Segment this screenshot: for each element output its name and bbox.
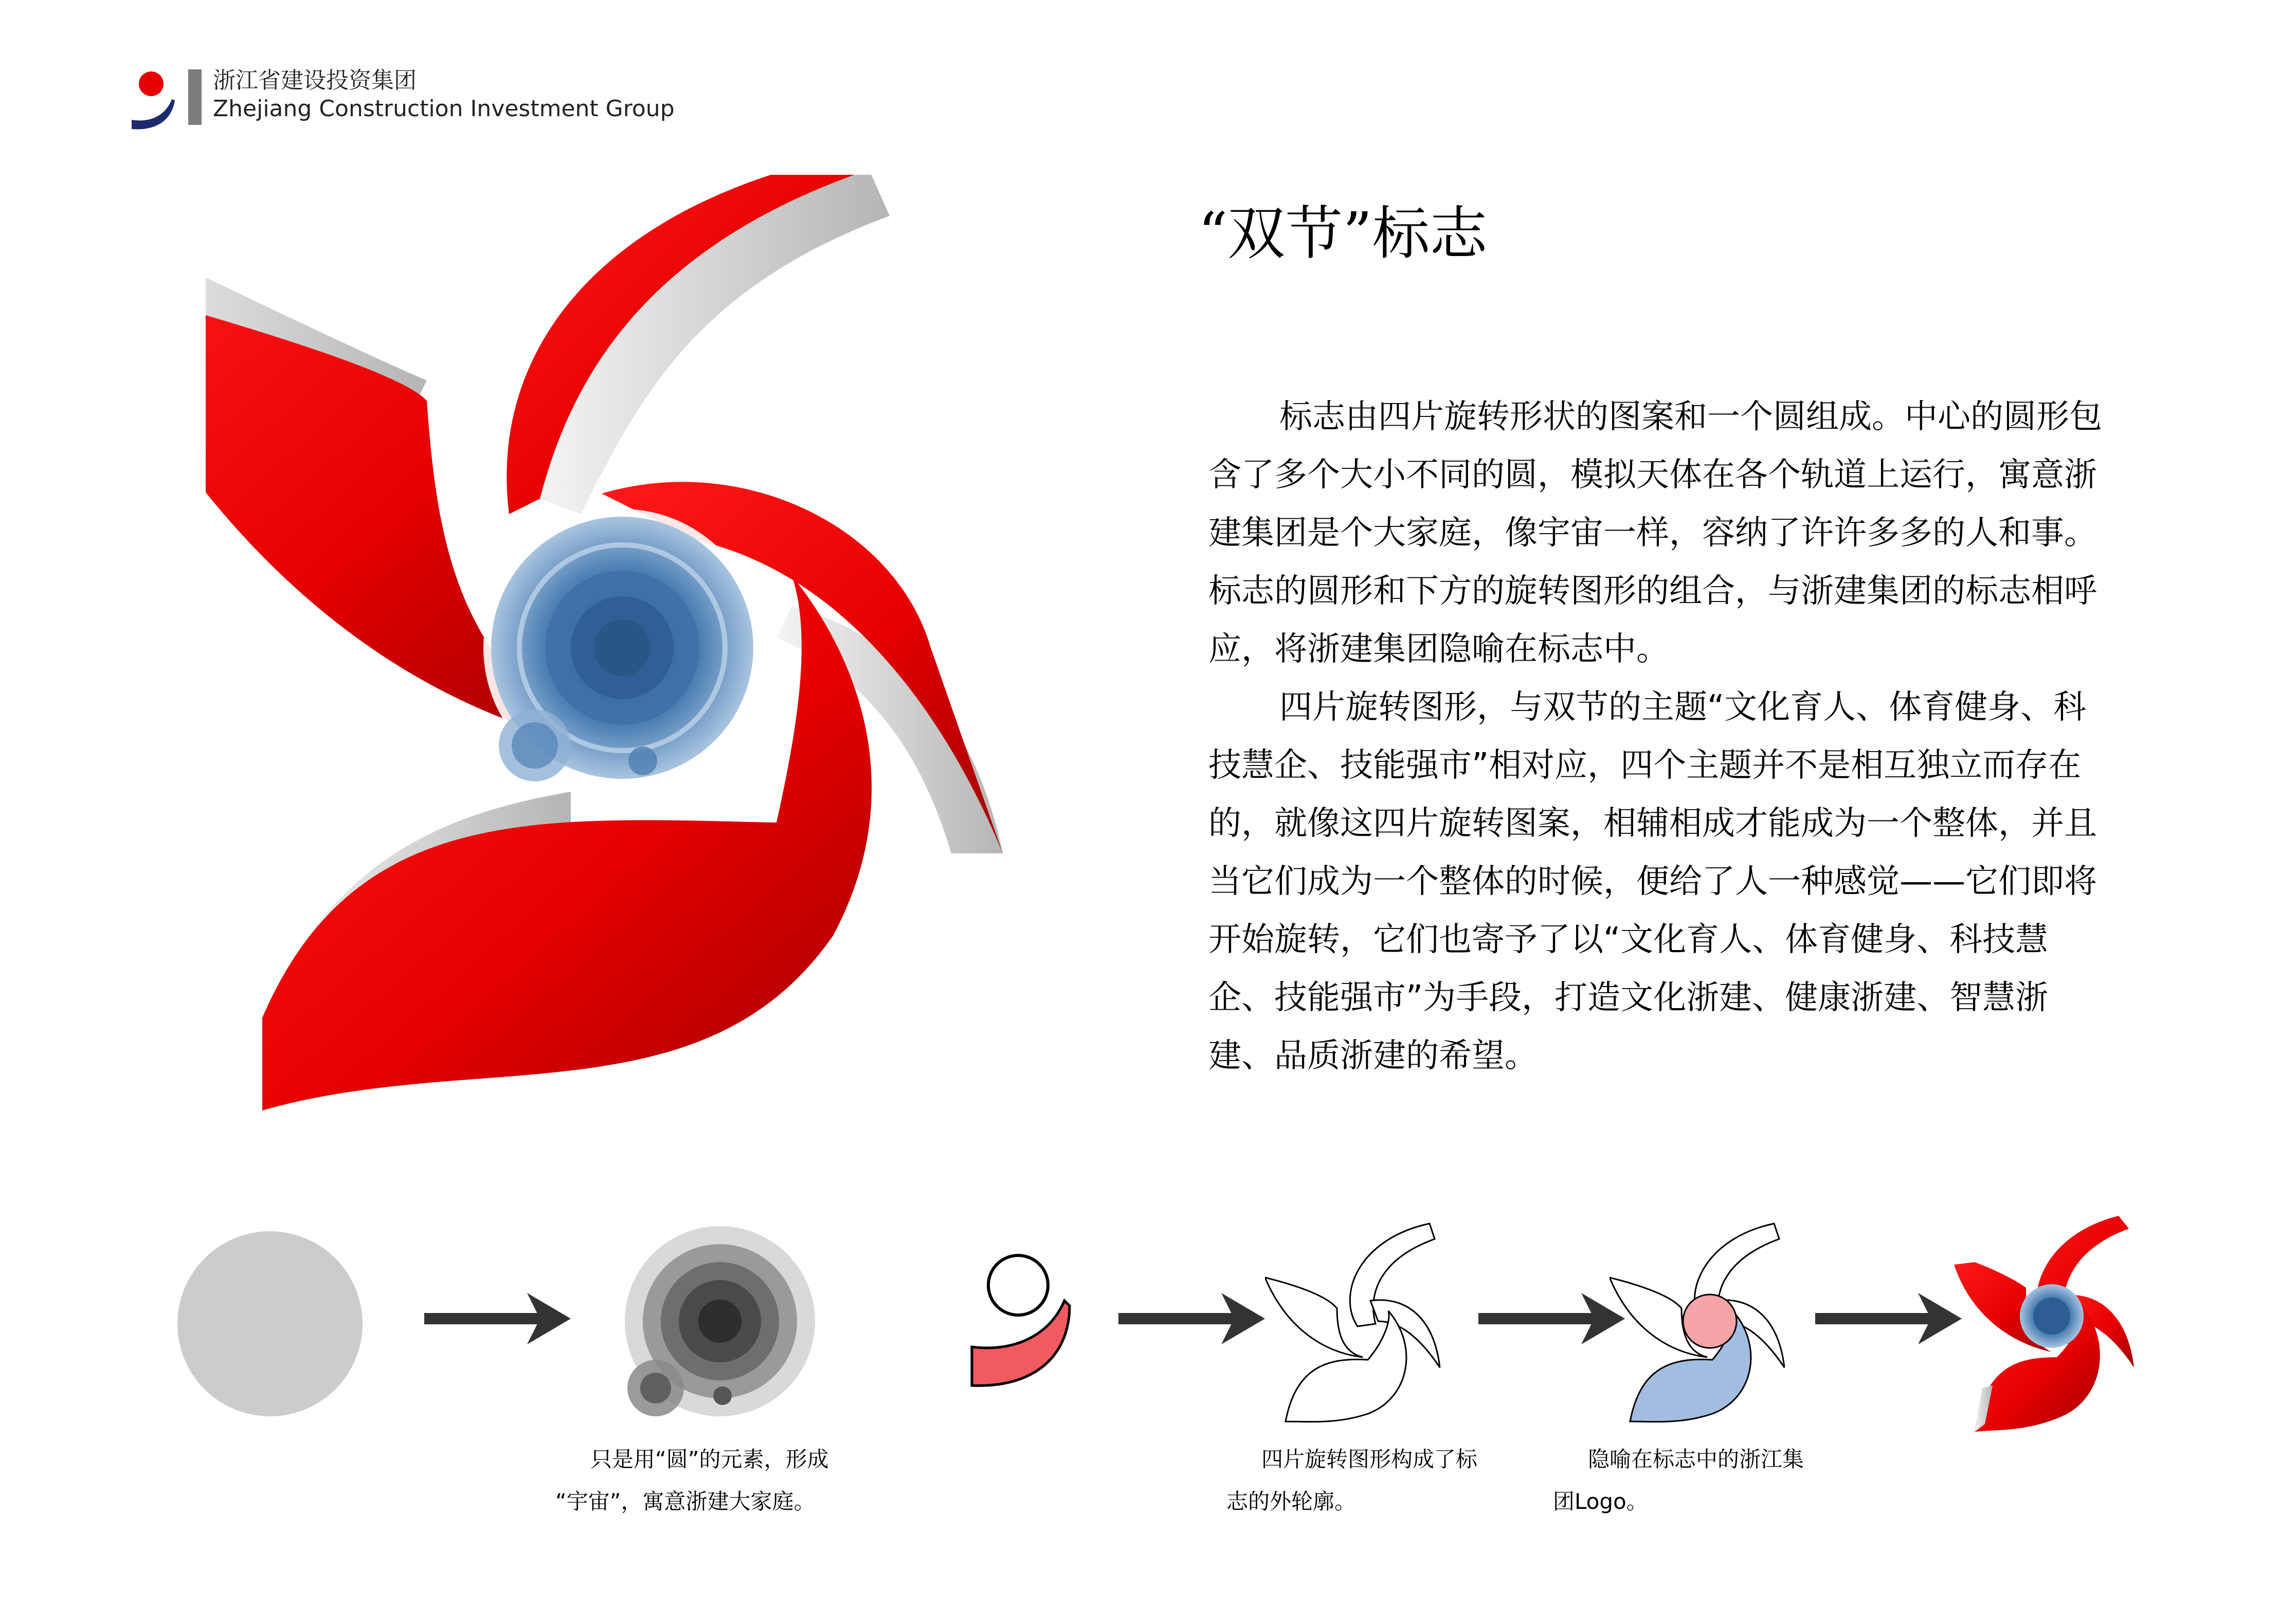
main-emblem: [206, 175, 1039, 1141]
arrow-right-icon: [1118, 1290, 1268, 1347]
logo-red-dot: [139, 71, 164, 96]
blade-top: [507, 175, 890, 514]
step-blade-outline: [1265, 1218, 1450, 1434]
caption-line: 只是用“圆”的元素，形成: [590, 1447, 829, 1472]
company-name-en: Zhejiang Construction Investment Group: [213, 96, 675, 122]
caption-line: 志的外轮廓。: [1226, 1489, 1357, 1514]
caption-line: 团Logo。: [1553, 1489, 1648, 1514]
caption-universe: [555, 1438, 884, 1523]
arrow-right-icon: [1815, 1290, 1964, 1347]
step-plain-circle: [175, 1229, 365, 1419]
company-logo: [130, 69, 176, 131]
page-title: “双节”标志: [1198, 200, 1488, 267]
caption-line: 四片旋转图形构成了标: [1261, 1447, 1478, 1472]
body-paragraph: 四片旋转图形，与双节的主题“文化育人、体育健身、科技慧企、技能强市”相对应，四个主题并不是相互独立而存在的，就像这四片旋转图案，相辅相成才能成为一个整体，并且当它们成为一个整体的时候，便给了人一种感觉——它们即将开始旋转，它们也寄予了以“文化育人、体育健身、科技慧企、技能强市”为手段，打造文化浙建、健康浙建、智慧浙建、品质浙建的希望。: [1208, 688, 2097, 1075]
caption-line: 隐喻在标志中的浙江集: [1588, 1447, 1804, 1472]
caption-line: “宇宙”，寓意浙建大家庭。: [555, 1489, 816, 1514]
company-name-cn: 浙江省建设投资集团: [213, 67, 417, 94]
step-hidden-logo: [1610, 1218, 1795, 1434]
header-divider-bar: [188, 69, 202, 125]
step-universe-rings: [617, 1224, 823, 1429]
caption-hidden-logo: [1553, 1438, 1841, 1523]
center-universe-circle: [483, 509, 761, 787]
arrow-right-icon: [424, 1290, 573, 1347]
step-final-emblem: [1954, 1213, 2139, 1434]
arrow-right-icon: [1478, 1290, 1628, 1347]
body-paragraph: 标志由四片旋转形状的图案和一个圆组成。中心的圆形包含了多个大小不同的圆，模拟天体在各个轨道上运行，寓意浙建集团是个大家庭，像宇宙一样，容纳了许许多多的人和事。标志的圆形和下方的旋转图形的组合，与浙建集团的标志相呼应，将浙建集团隐喻在标志中。: [1208, 398, 2102, 668]
logo-navy-swoosh: [132, 99, 175, 130]
caption-outline: [1226, 1438, 1504, 1523]
step-group-logo: [967, 1249, 1090, 1403]
body-text: [1208, 388, 2113, 1085]
